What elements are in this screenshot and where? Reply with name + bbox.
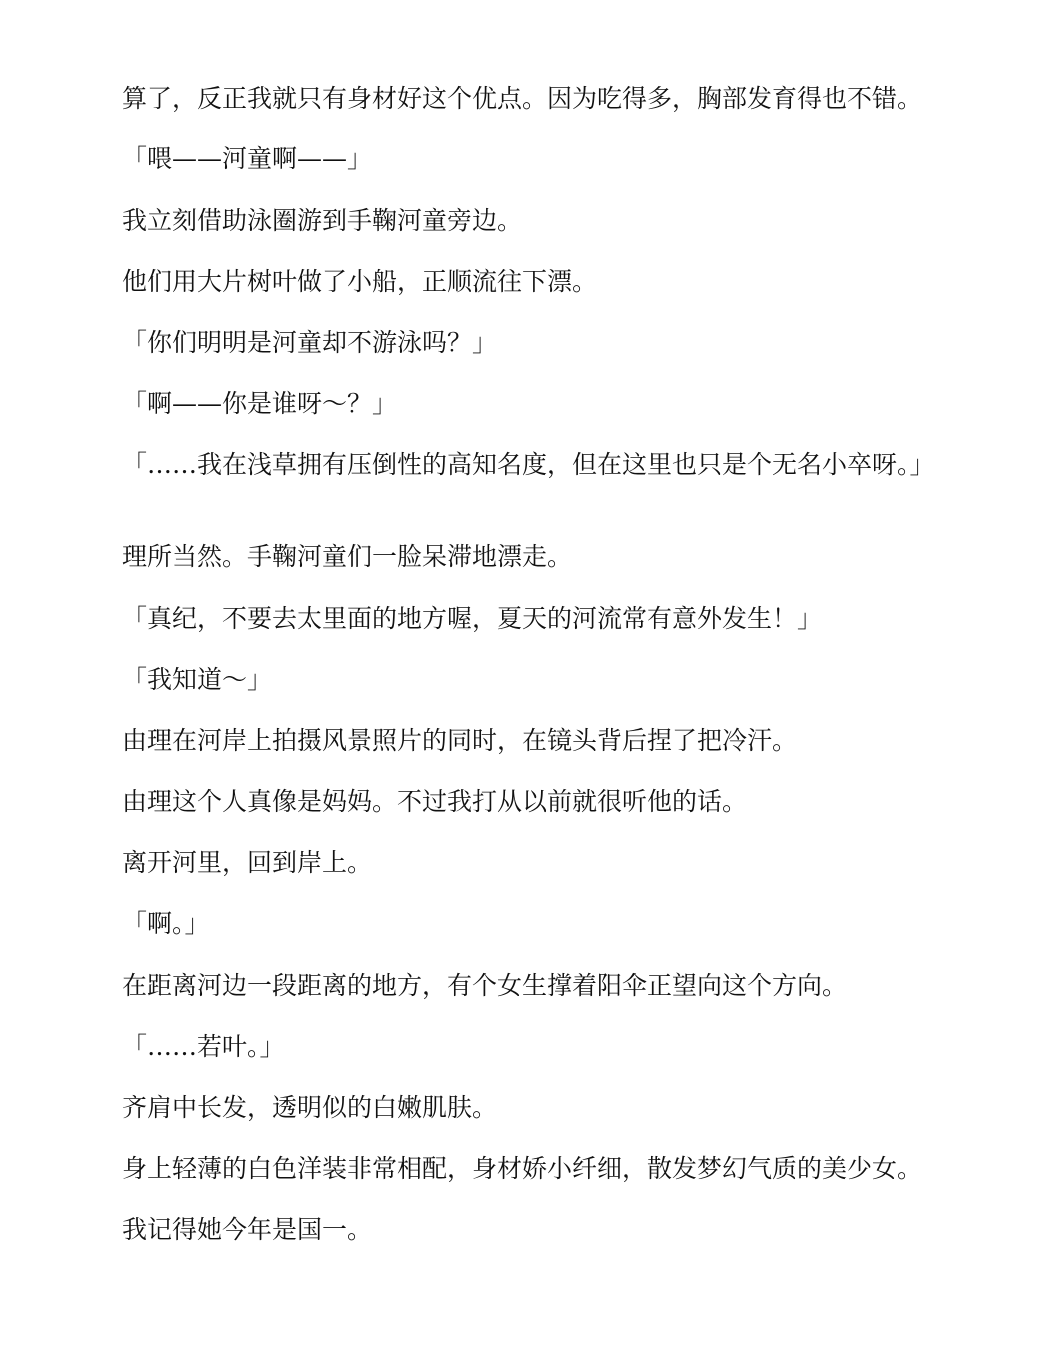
- paragraph-14: 「啊。」: [122, 909, 210, 938]
- paragraph-18: 身上轻薄的白色洋装非常相配，身材娇小纤细，散发梦幻气质的美少女。: [122, 1154, 923, 1183]
- paragraph-15: 在距离河边一段距离的地方，有个女生撑着阳伞正望向这个方向。: [122, 971, 848, 1000]
- paragraph-12: 由理这个人真像是妈妈。不过我打从以前就很听他的话。: [122, 787, 748, 816]
- paragraph-3: 我立刻借助泳圈游到手鞠河童旁边。: [122, 206, 523, 235]
- paragraph-7: 「……我在浅草拥有压倒性的高知名度，但在这里也只是个无名小卒呀。」: [122, 450, 935, 479]
- paragraph-2: 「喂——河童啊——」: [122, 144, 373, 173]
- paragraph-6: 「啊——你是谁呀～？」: [122, 389, 398, 418]
- paragraph-19: 我记得她今年是国一。: [122, 1215, 373, 1244]
- paragraph-17: 齐肩中长发，透明似的白嫩肌肤。: [122, 1093, 498, 1122]
- paragraph-10: 「我知道～」: [122, 665, 273, 694]
- paragraph-4: 他们用大片树叶做了小船，正顺流往下漂。: [122, 267, 598, 296]
- paragraph-8: 理所当然。手鞠河童们一脸呆滞地漂走。: [122, 542, 573, 571]
- paragraph-11: 由理在河岸上拍摄风景照片的同时，在镜头背后捏了把冷汗。: [122, 726, 798, 755]
- paragraph-16: 「……若叶。」: [122, 1032, 285, 1061]
- paragraph-1: 算了，反正我就只有身材好这个优点。因为吃得多，胸部发育得也不错。: [122, 84, 923, 113]
- paragraph-13: 离开河里，回到岸上。: [122, 848, 373, 877]
- paragraph-5: 「你们明明是河童却不游泳吗？」: [122, 328, 498, 357]
- paragraph-9: 「真纪，不要去太里面的地方喔，夏天的河流常有意外发生！」: [122, 604, 823, 633]
